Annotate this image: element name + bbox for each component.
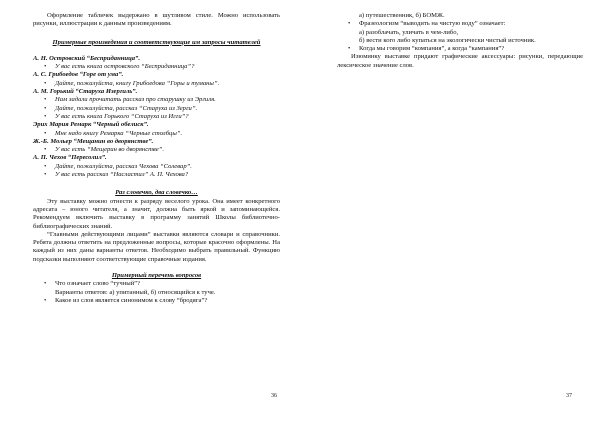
left-page-content [33,12,280,305]
answer-option: б) вести кого либо купаться на экологически чистый источник. [359,36,536,44]
work-title: А. С. Грибоедов “Горе от ума”. [33,71,124,79]
question-list [337,45,583,53]
work-title: А. М. Горький “Старуха Изергиль”. [33,88,138,96]
question-item: • Когда мы говорим “компания”, а когда “кампания”? [337,45,583,53]
request-item: • Дайте, пожалуйста, рассказ “Старуха из Зерги”. [33,105,280,113]
request-list [33,146,280,154]
answer-options: а) путешественник, б) БОМЖ. [359,12,445,19]
answer-option: а) разоблачать, уличать в чем-либо, [359,28,459,36]
body-paragraph: “Главными действующими лицами” выставки являются словари и справочники. Ребята должны ответить на предложенные вопросы, которые красочно оформлены. На каждый из них даны варианты ответов. Необходимо выбрать правильный. Функцию подсказки выполняют соответствующие справочные издания. [33,230,280,263]
request-item: • У вас есть рассказ “Насластил” А. П. Чехова? [33,171,280,179]
right-page-content [337,12,583,70]
page-number: 37 [566,393,572,399]
answer-options: Варианты ответов: а) упитанный, б) относящийся к туче. [55,288,216,296]
request-item: • Нам задали прочитать рассказ про старушку из Эргиля. [33,96,280,104]
question-list [33,297,280,305]
page-number: 36 [271,393,277,399]
question-item: • Какое из слов является синонимом к слову “бродяга”? [33,297,280,305]
right-page [300,0,600,424]
work-title: Эрих Мария Ремарк “Черный обелиск”. [33,121,149,129]
request-list [33,163,280,180]
question-list [337,20,583,28]
work-title: А. Н. Островский “Бесприданница”. [33,54,140,62]
request-item: • У вас есть книга островского “Бесприданница”? [33,63,280,71]
request-item: • У вас есть книга Горького “Старуха из Игги”? [33,113,280,121]
intro-paragraph: Оформление табличек выдержано в шутливом стиле. Можно использовать рисунки, иллюстрации к данным произведениям. [33,12,280,28]
section-heading: Раз словечко, два словечко… [115,189,198,197]
question-item: • Фразеологизм “выводить на чистую воду” означает: [337,20,583,28]
work-title: Ж.-Б. Мольер “Мещанин во дворянстве”. [33,137,154,145]
request-list [33,63,280,71]
request-item: • Мне надо книгу Ремарка “Черные столбцы”. [33,130,280,138]
question-item: • Что означает слово “тучный”? [33,280,280,288]
request-list [33,80,280,88]
works-heading: Примерные произведения и соответствующие им запросы читателей [52,38,261,46]
question-list [33,280,280,288]
request-item: • У вас есть “Мещерин во дворянстве”. [33,146,280,154]
request-list [33,130,280,138]
questions-heading: Примерный перечень вопросов [111,272,202,280]
closing-paragraph: Изюминку выставке придают графические аксессуары: рисунки, передающие лексическое значение слов. [337,53,583,69]
body-paragraph: Эту выставку можно отнести к разряду веселого урока. Она имеет конкретного адресата – юного читателя, а значит, должна быть яркой и запоминающейся. Рекомендуем включить выставку в программу занятий Школы библиотечно-библиографических знаний. [33,197,280,230]
request-list [33,96,280,121]
request-item: • Дайте, пожалуйста, рассказ Чехова “Солевар”. [33,163,280,171]
request-item: • Дайте, пожалуйста, книгу Грибоедова “Горы и туманы”. [33,80,280,88]
work-title: А. П. Чехов “Пересолил”. [33,154,107,162]
